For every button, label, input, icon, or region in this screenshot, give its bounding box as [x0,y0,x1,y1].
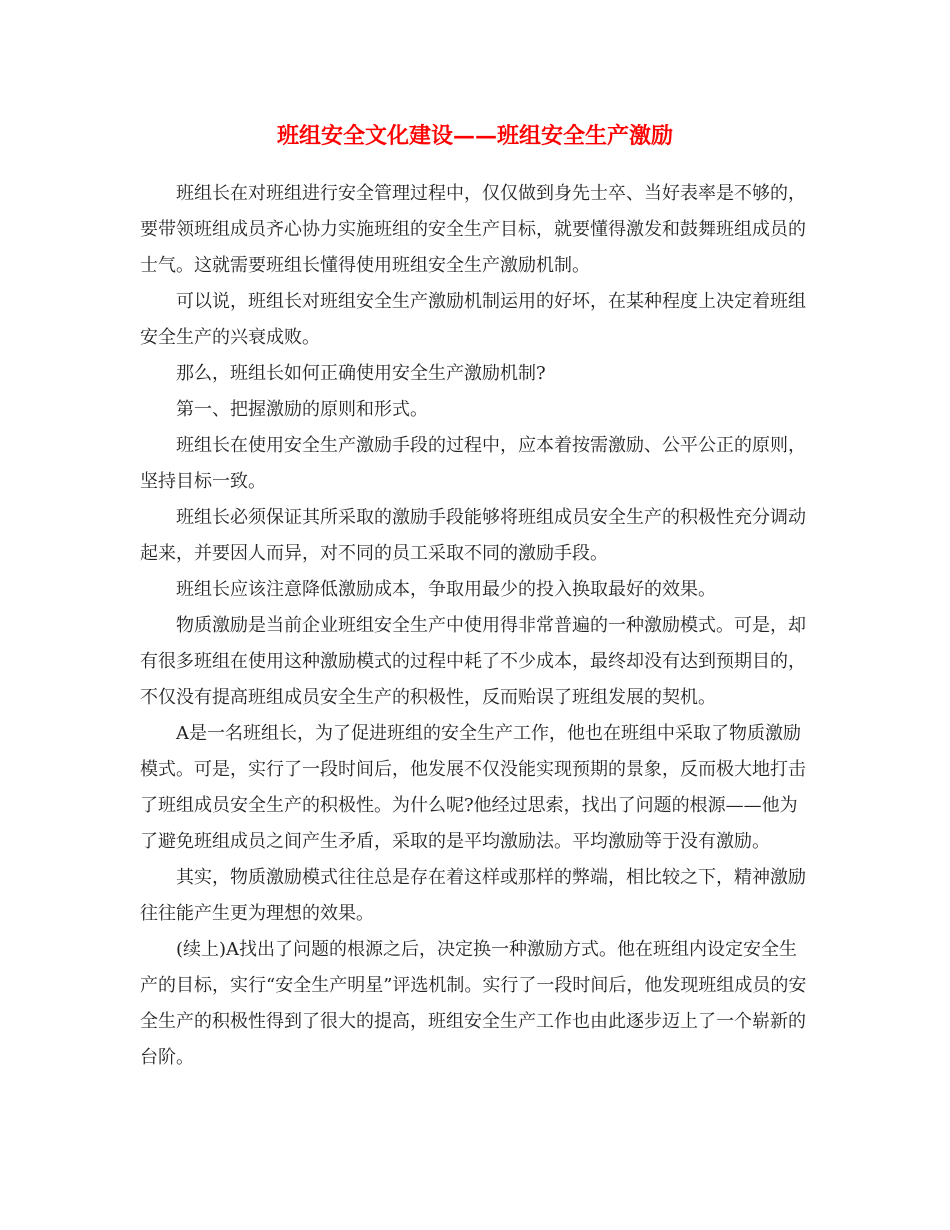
paragraph-6: 班组长必须保证其所采取的激励手段能够将班组成员安全生产的积极性充分调动起来，并要因人而异，对不同的员工采取不同的激励手段。 [140,507,806,564]
paragraph-10: 其实，物质激励模式往往总是存在着这样或那样的弊端，相比较之下，精神激励往往能产生更为理想的效果。 [140,867,806,924]
paragraph-1: 班组长在对班组进行安全管理过程中，仅仅做到身先士卒、当好表率是不够的，要带领班组成员齐心协力实施班组的安全生产目标，就要懂得激发和鼓舞班组成员的士气。这就需要班组长懂得使用班组安全生产激励机制。 [140,183,806,276]
paragraph-11: (续上)A找出了问题的根源之后，决定换一种激励方式。他在班组内设定安全生产的目标，实行“安全生产明星”评选机制。实行了一段时间后，他发现班组成员的安全生产的积极性得到了很大的提高，班组安全生产工作也由此逐步迈上了一个崭新的台阶。 [140,939,807,1068]
paragraph-9: A是一名班组长，为了促进班组的安全生产工作，他也在班组中采取了物质激励模式。可是，实行了一段时间后，他发展不仅没能实现预期的景象，反而极大地打击了班组成员安全生产的积极性。为什么呢?他经过思索，找出了问题的根源——他为了避免班组成员之间产生矛盾，采取的是平均激励法。平均激励等于没有激励。 [140,723,806,852]
paragraph-8: 物质激励是当前企业班组安全生产中使用得非常普遍的一种激励模式。可是，却有很多班组在使用这种激励模式的过程中耗了不少成本，最终却没有达到预期目的，不仅没有提高班组成员安全生产的积极性，反而贻误了班组发展的契机。 [140,615,806,708]
paragraph-5: 班组长在使用安全生产激励手段的过程中，应本着按需激励、公平公正的原则，坚持目标一致。 [140,435,806,492]
paragraph-3: 那么，班组长如何正确使用安全生产激励机制? [176,363,546,384]
document-title: 班组安全文化建设——班组安全生产激励 [276,123,673,149]
paragraph-7: 班组长应该注意降低激励成本，争取用最少的投入换取最好的效果。 [176,579,716,600]
paragraph-4: 第一、把握激励的原则和形式。 [176,399,428,420]
paragraph-2: 可以说，班组长对班组安全生产激励机制运用的好坏，在某种程度上决定着班组安全生产的兴衰成败。 [140,291,806,348]
document-body [140,176,815,1076]
